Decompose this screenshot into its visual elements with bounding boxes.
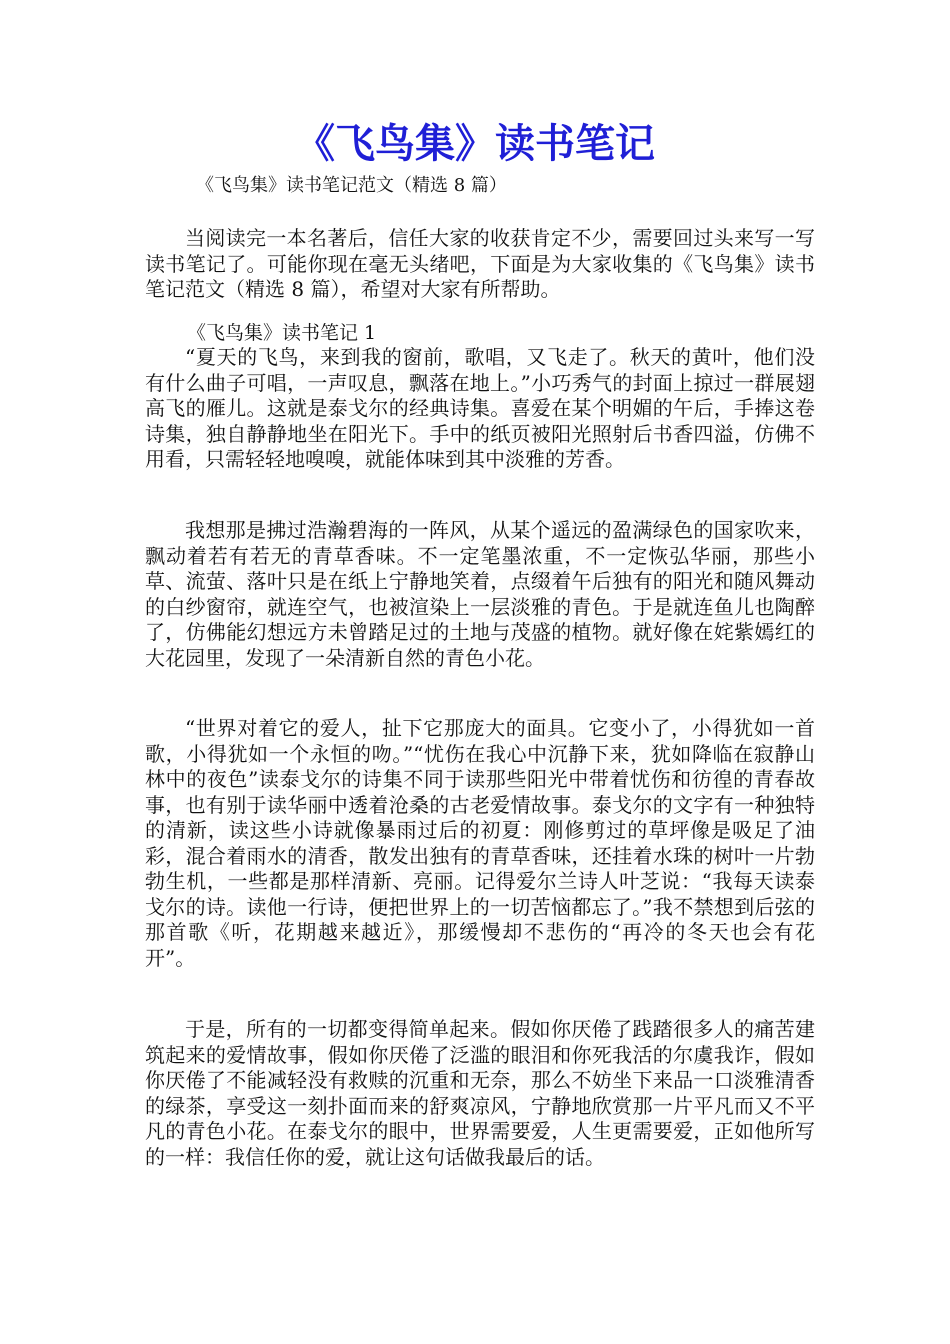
document-subtitle: 《飞鸟集》读书笔记范文（精选 8 篇） — [196, 175, 507, 196]
body-paragraph-1: “夏天的飞鸟，来到我的窗前，歌唱，又飞走了。秋天的黄叶，他们没有什么曲子可唱，一声叹息，飘落在地上。”小巧秀气的封面上掠过一群展翅高飞的雁儿。这就是泰戈尔的经典诗集。喜爱在某个明媚的午后，手捧这卷诗集，独自静静地坐在阳光下。手中的纸页被阳光照射后书香四溢，仿佛不用看，只需轻轻地嗅嗅，就能体味到其中淡雅的芳香。 — [145, 345, 815, 471]
intro-paragraph: 当阅读完一本名著后，信任大家的收获肯定不少，需要回过头来写一写读书笔记了。可能你现在毫无头绪吧，下面是为大家收集的《飞鸟集》读书笔记范文（精选 8 篇），希望对大家有所帮助。 — [145, 226, 815, 301]
body-paragraph-2: 我想那是拂过浩瀚碧海的一阵风，从某个遥远的盈满绿色的国家吹来，飘动着若有若无的青草香味。不一定笔墨浓重，不一定恢弘华丽，那些小草、流萤、落叶只是在纸上宁静地笑着，点缀着午后独有的阳光和随风舞动的白纱窗帘，就连空气，也被渲染上一层淡雅的青色。于是就连鱼儿也陶醉了，仿佛能幻想远方未曾踏足过的土地与茂盛的植物。就好像在姹紫嫣红的大花园里，发现了一朵清新自然的青色小花。 — [145, 518, 815, 670]
body-paragraph-3: “世界对着它的爱人，扯下它那庞大的面具。它变小了，小得犹如一首歌，小得犹如一个永恒的吻。”“忧伤在我心中沉静下来，犹如降临在寂静山林中的夜色”读泰戈尔的诗集不同于读那些阳光中带着忧伤和彷徨的青春故事，也有别于读华丽中透着沧桑的古老爱情故事。泰戈尔的文字有一种独特的清新，读这些小诗就像暴雨过后的初夏：刚修剪过的草坪像是吸足了油彩，混合着雨水的清香，散发出独有的青草香味，还挂着水珠的树叶一片勃勃生机，一些都是那样清新、亮丽。记得爱尔兰诗人叶芝说：“我每天读泰戈尔的诗。读他一行诗，便把世界上的一切苦恼都忘了。”我不禁想到后弦的那首歌《听，花期越来越近》，那缓慢却不悲伤的“再冷的冬天也会有花开”。 — [145, 716, 815, 970]
body-paragraph-4: 于是，所有的一切都变得简单起来。假如你厌倦了践踏很多人的痛苦建筑起来的爱情故事，假如你厌倦了泛滥的眼泪和你死我活的尔虞我诈，假如你厌倦了不能减轻没有救赎的沉重和无奈，那么不妨坐下来品一口淡雅清香的绿茶，享受这一刻扑面而来的舒爽凉风，宁静地欣赏那一片平凡而又不平凡的青色小花。在泰戈尔的眼中，世界需要爱，人生更需要爱，正如他所写的一样：我信任你的爱，就让这句话做我最后的话。 — [145, 1017, 815, 1169]
section-heading: 《飞鸟集》读书笔记 1 — [187, 322, 377, 344]
document-title: 《飞鸟集》读书笔记 — [295, 121, 655, 167]
